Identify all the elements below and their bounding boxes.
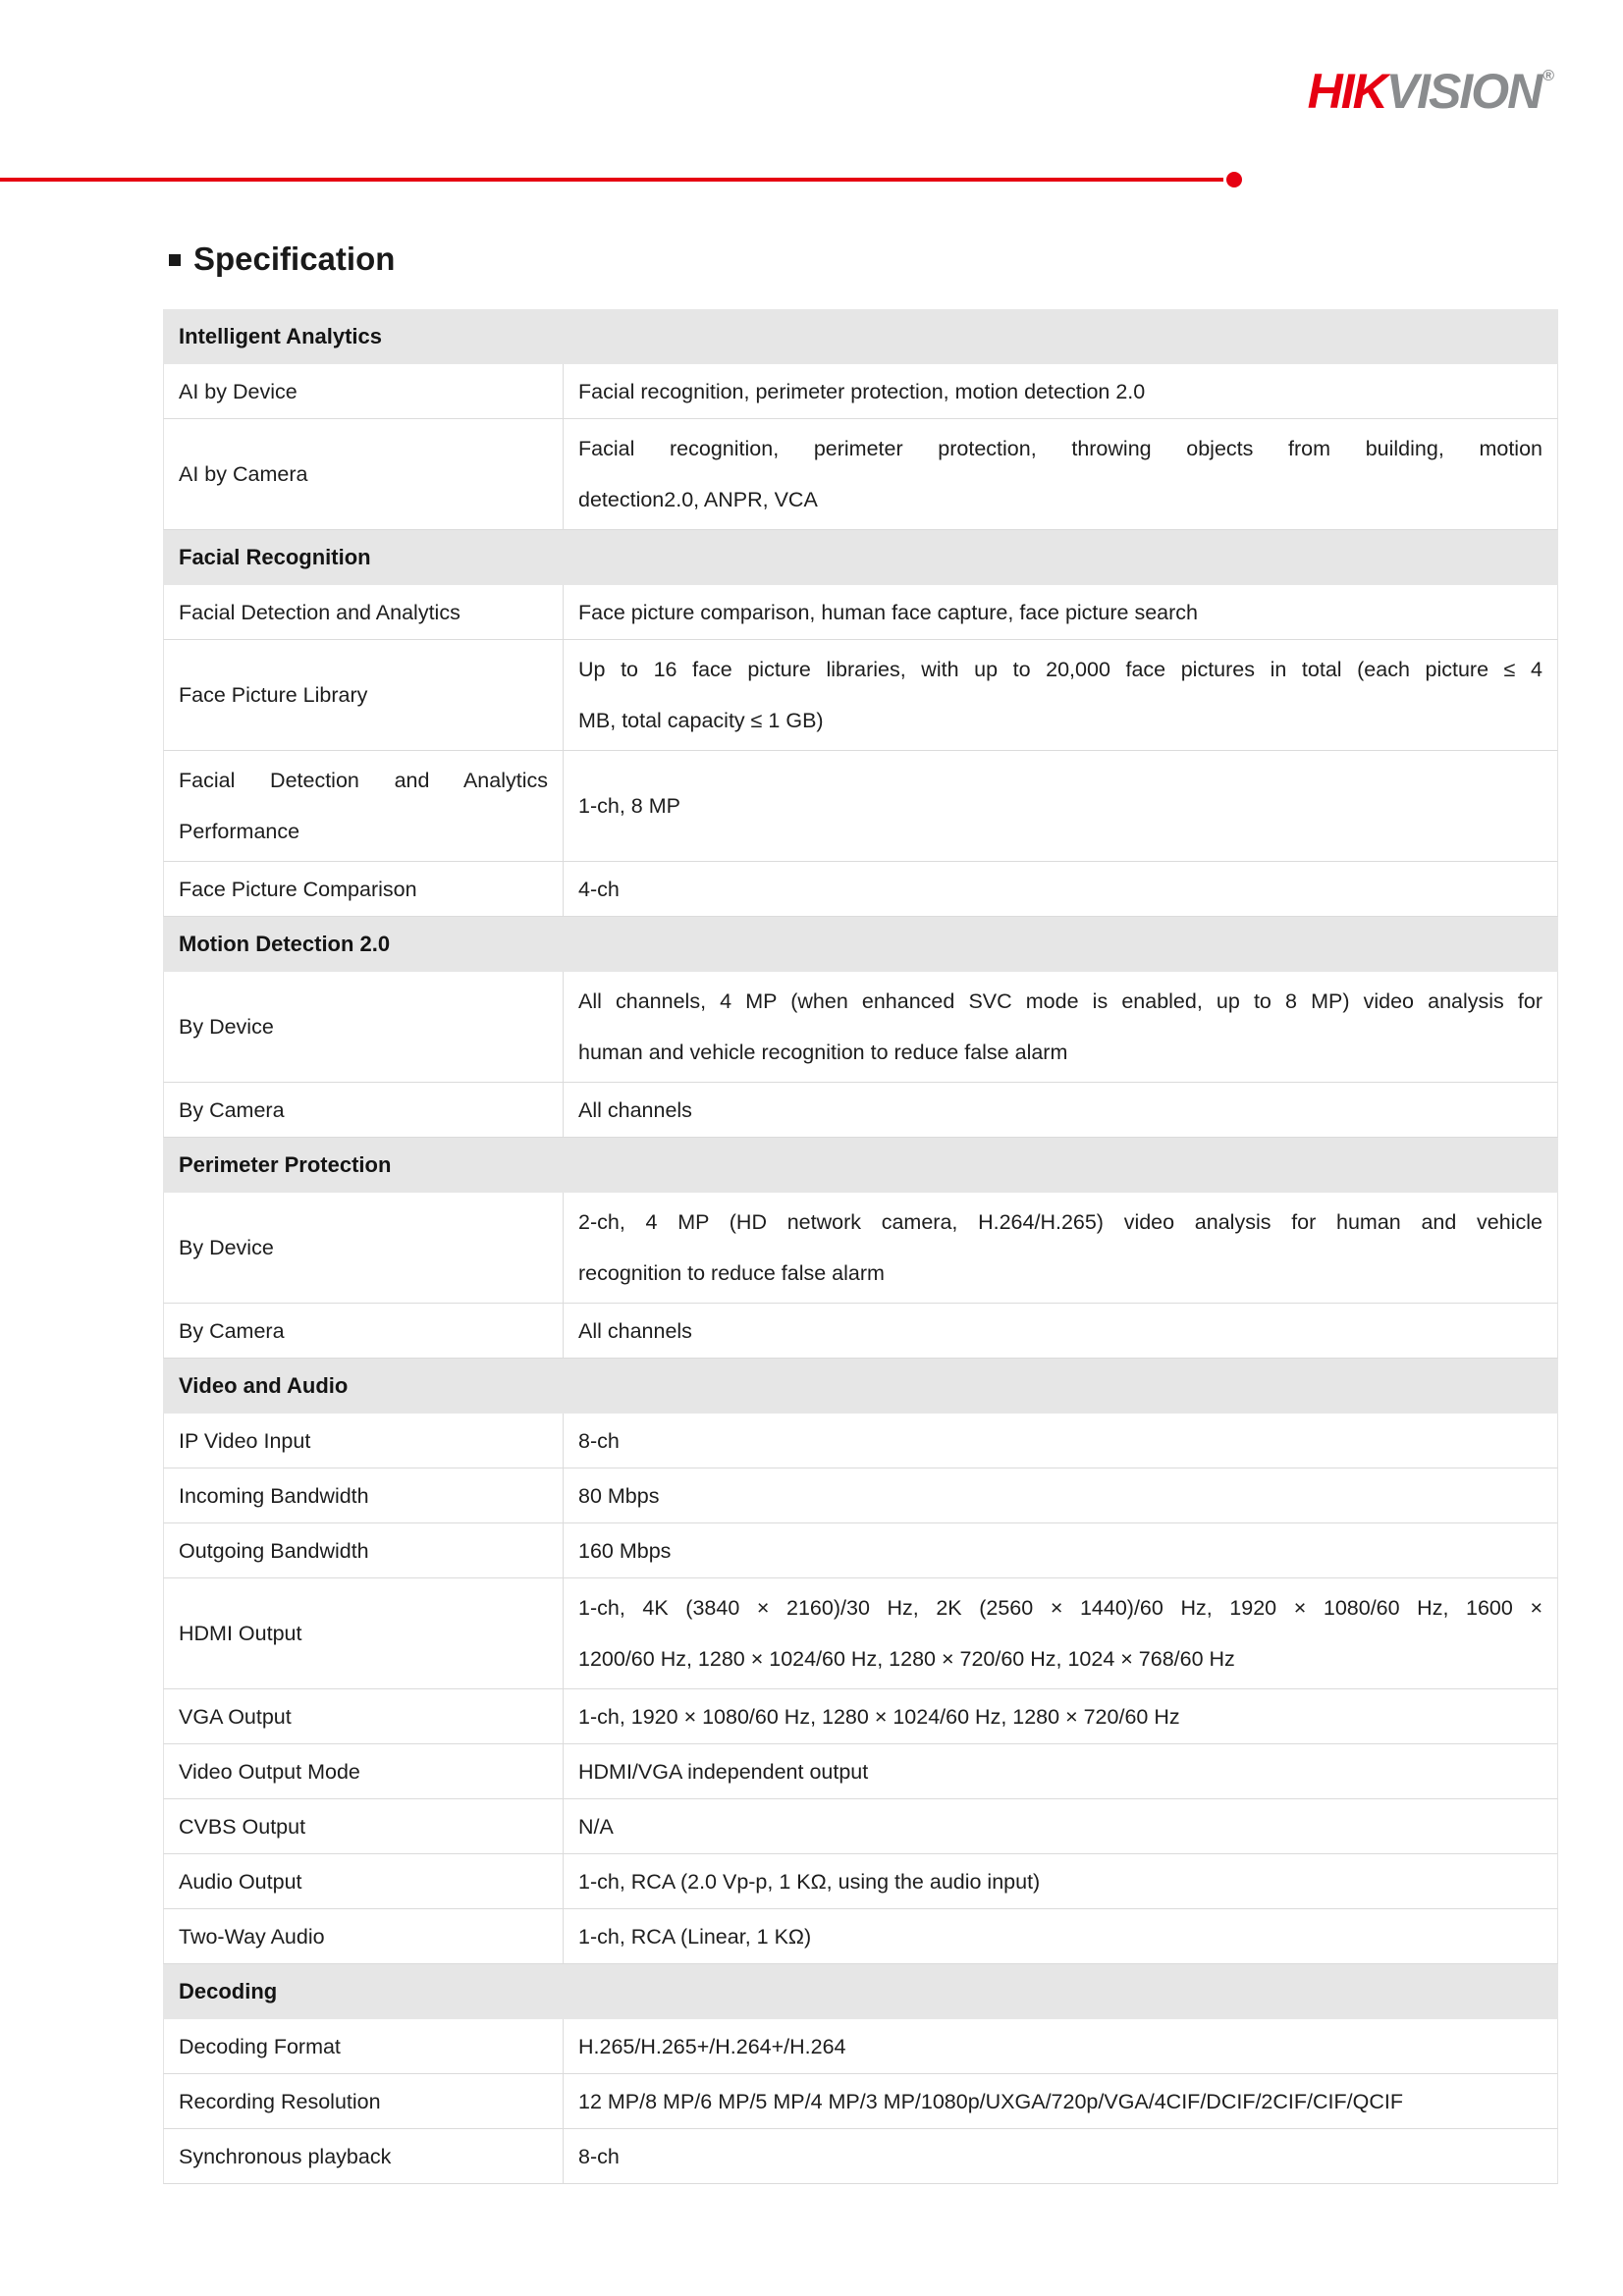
spec-value: All channels bbox=[578, 1097, 692, 1122]
spec-value: 8-ch bbox=[578, 2144, 620, 2168]
row-face-picture-comparison bbox=[163, 862, 1558, 917]
row-perimeter-by-device bbox=[163, 1193, 1558, 1304]
spec-label: Face Picture Comparison bbox=[164, 862, 564, 916]
spec-label: Decoding Format bbox=[164, 2019, 564, 2073]
page-title bbox=[169, 240, 395, 278]
spec-value: 1-ch, RCA (2.0 Vp-p, 1 KΩ, using the audio input) bbox=[578, 1869, 1041, 1894]
section-header-video-and-audio bbox=[163, 1359, 1558, 1414]
spec-value: 12 MP/8 MP/6 MP/5 MP/4 MP/3 MP/1080p/UXGA/720p/VGA/4CIF/DCIF/2CIF/CIF/QCIF bbox=[578, 2089, 1403, 2113]
spec-value: 1-ch, 1920 × 1080/60 Hz, 1280 × 1024/60 Hz, 1280 × 720/60 Hz bbox=[578, 1704, 1180, 1729]
specification-table bbox=[163, 309, 1558, 2184]
row-facial-detection-analytics-performance bbox=[163, 751, 1558, 862]
row-face-picture-library bbox=[163, 640, 1558, 751]
row-decoding-format bbox=[163, 2019, 1558, 2074]
section-header-motion-detection bbox=[163, 917, 1558, 972]
section-title: Facial Recognition bbox=[179, 545, 371, 569]
logo-vision-text: VISION bbox=[1385, 64, 1542, 119]
row-hdmi-output bbox=[163, 1578, 1558, 1689]
row-synchronous-playback bbox=[163, 2129, 1558, 2184]
row-video-output-mode bbox=[163, 1744, 1558, 1799]
spec-value: 80 Mbps bbox=[578, 1483, 660, 1508]
row-two-way-audio bbox=[163, 1909, 1558, 1964]
row-ip-video-input bbox=[163, 1414, 1558, 1468]
row-ai-by-device bbox=[163, 364, 1558, 419]
brand-rule-dot-icon bbox=[1226, 172, 1242, 187]
section-header-facial-recognition bbox=[163, 530, 1558, 585]
spec-label: Audio Output bbox=[164, 1854, 564, 1908]
spec-value: 1-ch, 8 MP bbox=[578, 794, 680, 818]
spec-value: 1-ch, RCA (Linear, 1 KΩ) bbox=[578, 1924, 812, 1949]
spec-label: Facial Detection and Analytics Performance bbox=[164, 751, 564, 861]
spec-value: Facial recognition, perimeter protection, throwing objects from building, motion detection2.0, ANPR, VCA bbox=[578, 437, 1542, 511]
spec-label: By Device bbox=[164, 1193, 564, 1303]
hikvision-logo bbox=[1308, 63, 1554, 120]
section-title: Video and Audio bbox=[179, 1373, 349, 1398]
spec-label: Video Output Mode bbox=[164, 1744, 564, 1798]
page-title-text: Specification bbox=[193, 240, 396, 277]
section-title: Motion Detection 2.0 bbox=[179, 932, 391, 956]
spec-label: VGA Output bbox=[164, 1689, 564, 1743]
row-vga-output bbox=[163, 1689, 1558, 1744]
row-motion-by-device bbox=[163, 972, 1558, 1083]
row-motion-by-camera bbox=[163, 1083, 1558, 1138]
spec-label: CVBS Output bbox=[164, 1799, 564, 1853]
spec-label: Incoming Bandwidth bbox=[164, 1468, 564, 1522]
spec-label: AI by Camera bbox=[164, 419, 564, 529]
logo-hik-text: HIK bbox=[1307, 64, 1386, 119]
spec-value: 8-ch bbox=[578, 1428, 620, 1453]
spec-label: Facial Detection and Analytics bbox=[164, 585, 564, 639]
spec-value: Up to 16 face picture libraries, with up to 20,000 face pictures in total (each picture ≤ 4 MB, total capacity ≤ 1 GB) bbox=[578, 658, 1542, 732]
spec-label: By Camera bbox=[164, 1304, 564, 1358]
square-bullet-icon bbox=[169, 254, 181, 266]
spec-value: N/A bbox=[578, 1814, 614, 1839]
spec-label: HDMI Output bbox=[164, 1578, 564, 1688]
spec-value: 1-ch, 4K (3840 × 2160)/30 Hz, 2K (2560 × 1440)/60 Hz, 1920 × 1080/60 Hz, 1600 × 1200/60 Hz, 1280 × 1024/60 Hz, 1280 × 720/60 Hz, 1024 × 768/60 Hz bbox=[578, 1596, 1542, 1671]
brand-rule-line bbox=[0, 178, 1223, 182]
section-title: Perimeter Protection bbox=[179, 1152, 392, 1177]
spec-value: 160 Mbps bbox=[578, 1538, 672, 1563]
spec-label: By Device bbox=[164, 972, 564, 1082]
row-ai-by-camera bbox=[163, 419, 1558, 530]
section-title: Decoding bbox=[179, 1979, 278, 2003]
spec-value: Facial recognition, perimeter protection, motion detection 2.0 bbox=[578, 379, 1146, 403]
spec-label: Two-Way Audio bbox=[164, 1909, 564, 1963]
spec-label: Synchronous playback bbox=[164, 2129, 564, 2183]
row-outgoing-bandwidth bbox=[163, 1523, 1558, 1578]
section-title: Intelligent Analytics bbox=[179, 324, 383, 348]
spec-label: AI by Device bbox=[164, 364, 564, 418]
spec-value: 4-ch bbox=[578, 877, 620, 901]
spec-label: By Camera bbox=[164, 1083, 564, 1137]
row-facial-detection-and-analytics bbox=[163, 585, 1558, 640]
row-recording-resolution bbox=[163, 2074, 1558, 2129]
spec-value: All channels bbox=[578, 1318, 692, 1343]
section-header-decoding bbox=[163, 1964, 1558, 2019]
section-header-perimeter-protection bbox=[163, 1138, 1558, 1193]
spec-value: 2-ch, 4 MP (HD network camera, H.264/H.265) video analysis for human and vehicle recognition to reduce false alarm bbox=[578, 1210, 1542, 1285]
section-header-intelligent-analytics bbox=[163, 309, 1558, 364]
row-perimeter-by-camera bbox=[163, 1304, 1558, 1359]
spec-label: IP Video Input bbox=[164, 1414, 564, 1468]
registered-mark-icon: ® bbox=[1542, 68, 1554, 84]
spec-value: HDMI/VGA independent output bbox=[578, 1759, 869, 1784]
row-audio-output bbox=[163, 1854, 1558, 1909]
spec-label: Outgoing Bandwidth bbox=[164, 1523, 564, 1577]
row-incoming-bandwidth bbox=[163, 1468, 1558, 1523]
spec-label: Recording Resolution bbox=[164, 2074, 564, 2128]
spec-label: Face Picture Library bbox=[164, 640, 564, 750]
spec-value: All channels, 4 MP (when enhanced SVC mode is enabled, up to 8 MP) video analysis for human and vehicle recognition to reduce false alarm bbox=[578, 989, 1542, 1064]
row-cvbs-output bbox=[163, 1799, 1558, 1854]
spec-value: Face picture comparison, human face capture, face picture search bbox=[578, 600, 1198, 624]
spec-value: H.265/H.265+/H.264+/H.264 bbox=[578, 2034, 846, 2058]
